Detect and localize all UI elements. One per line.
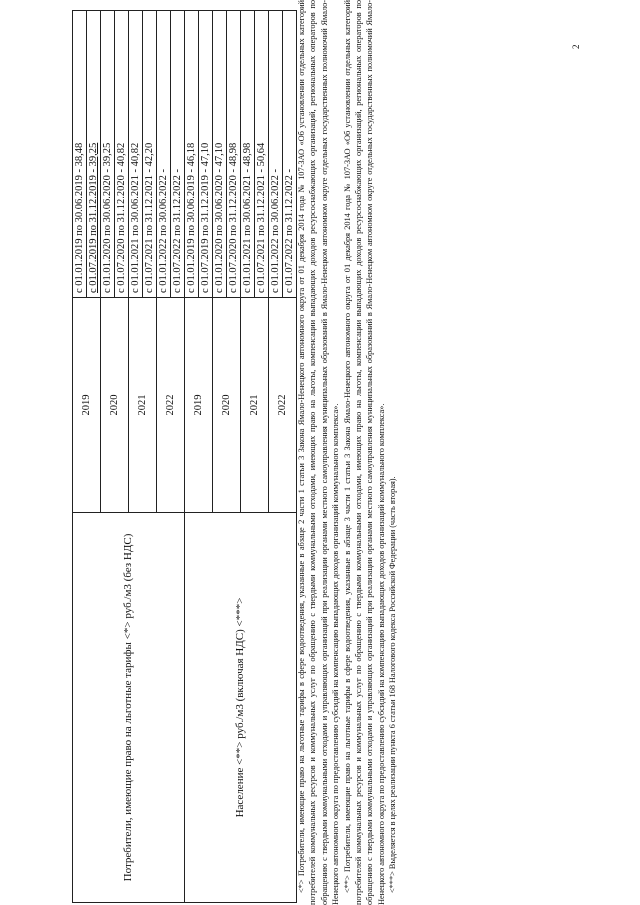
period-cell: с 01.01.2019 по 30.06.2019 - 46,18 <box>185 11 199 298</box>
category-preferential: Потребители, имеющие право на льготные тарифы <*> руб./м3 (без НДС) <box>73 513 185 903</box>
period-cell: с 01.07.2022 по 31.12.2022 - <box>283 11 297 298</box>
period-cell: с 01.07.2022 по 31.12.2022 - <box>171 11 185 298</box>
period-cell: с 01.07.2020 по 31.12.2020 - 48,98 <box>227 11 241 298</box>
table-row <box>73 11 87 903</box>
period-cell: с 01.07.2021 по 31.12.2021 - 50,64 <box>255 11 269 298</box>
period-cell: с 01.01.2022 по 30.06.2022 - <box>157 11 171 298</box>
year-cell: 2021 <box>241 298 269 513</box>
period-cell: с 01.07.2021 по 31.12.2021 - 42,20 <box>143 11 157 298</box>
period-cell: с 01.01.2022 по 30.06.2022 - <box>269 11 283 298</box>
period-cell: с 01.01.2021 по 30.06.2021 - 40,82 <box>129 11 143 298</box>
year-cell: 2020 <box>101 298 129 513</box>
year-cell: 2019 <box>73 298 101 513</box>
period-cell: с 01.01.2021 по 30.06.2021 - 48,98 <box>241 11 255 298</box>
table-row <box>185 11 199 903</box>
footnote-3: <***> Выделяется в целях реализации пункта 6 статьи 168 Налогового кодекса Российской Федерации (часть вторая). <box>388 476 398 893</box>
year-cell: 2020 <box>213 298 241 513</box>
year-cell: 2019 <box>185 298 213 513</box>
page-number: 2 <box>571 44 581 49</box>
period-cell: с 01.01.2020 по 30.06.2020 - 39,25 <box>101 11 115 298</box>
period-cell: с 01.01.2020 по 30.06.2020 - 47,10 <box>213 11 227 298</box>
period-cell: с 01.07.2020 по 31.12.2020 - 40,82 <box>115 11 129 298</box>
period-cell: с 01.07.2019 по 31.12.2019 - 39,25 <box>87 11 101 298</box>
year-cell: 2022 <box>269 298 297 513</box>
footnote-1: <*> Потребители, имеющие право на льготные тарифы в сфере водоотведения, указанные в абзаце 2 части 1 статьи 3 Закона Ямало-Ненецкого автономного округа от 01 декабря 2014 года № 107-ЗАО «Об установлении отдельных категорий потребителей коммунальных ресурсов и коммунальных услуг по обращению с твердыми коммунальными отходами, имеющих право на льготы, компенсации выпадающих доходов ресурсоснабжающих организаций, региональных операторов по обращению с твердыми коммунальными отходами и управляющих организаций при реализации органами местного самоуправления муниципальных образований в Ямало-Ненецком автономном округе отдельных государственных полномочий Ямало-Ненецкого автономного округа по предоставлению субсидий на компенсацию выпадающих доходов организаций коммунального комплекса». <box>297 0 341 905</box>
period-cell: с 01.01.2019 по 30.06.2019 - 38,48 <box>73 11 87 298</box>
footnotes <box>296 0 399 905</box>
category-population: Население <**> руб./м3 (включая НДС) <***> <box>185 513 297 903</box>
year-cell: 2022 <box>157 298 185 513</box>
footnote-2: <**> Потребители, имеющие право на льготные тарифы в сфере водоотведения, указанные в абзаце 3 части 1 статьи 3 Закона Ямало-Ненецкого автономного округа от 01 декабря 2014 года № 107-ЗАО «Об установлении отдельных категорий потребителей коммунальных ресурсов и коммунальных услуг по обращению с твердыми коммунальными отходами, имеющих право на льготы, компенсации выпадающих доходов ресурсоснабжающих организаций, региональных операторов по обращению с твердыми коммунальными отходами и управляющих организаций при реализации органами местного самоуправления муниципальных образований в Ямало-Ненецком автономном округе отдельных государственных полномочий Ямало-Ненецкого автономного округа по предоставлению субсидий на компенсацию выпадающих доходов организаций коммунального комплекса». <box>342 0 386 905</box>
year-cell: 2021 <box>129 298 157 513</box>
period-cell: с 01.07.2019 по 31.12.2019 - 47,10 <box>199 11 213 298</box>
tariff-table <box>72 10 297 903</box>
